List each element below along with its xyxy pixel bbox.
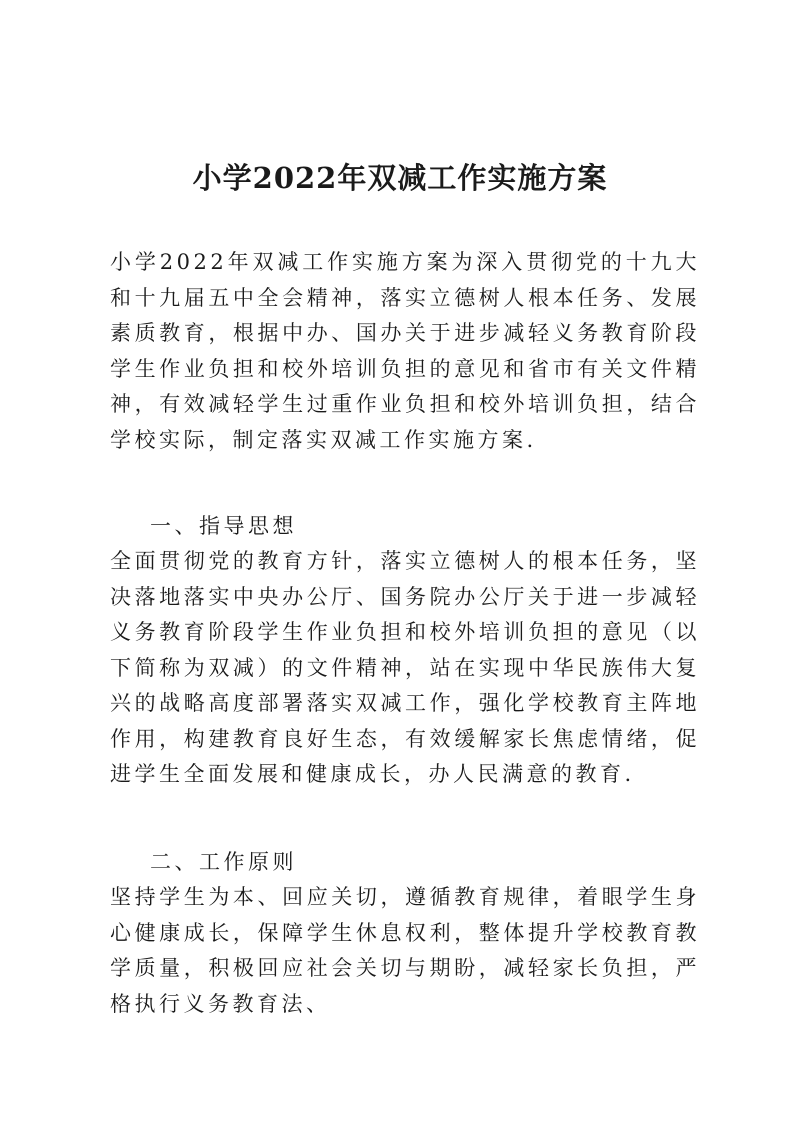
section-heading-work-principles: 二、工作原则 [150, 850, 297, 874]
section-heading-guiding-ideology: 一、指导思想 [150, 514, 297, 538]
section-body-guiding-ideology: 全面贯彻党的教育方针，落实立德树人的根本任务，坚决落地落实中央办公厅、国务院办公厅关于进一步减轻义务教育阶段学生作业负担和校外培训负担的意见（以下简称为双减）的文件精神，站在实现中华民族伟大复兴的战略高度部署落实双减工作，强化学校教育主阵地作用，构建教育良好生态，有效缓解家长焦虑情绪，促进学生全面发展和健康成长，办人民满意的教育. [110, 549, 700, 786]
document-title: 小学2022年双减工作实施方案 [192, 161, 608, 195]
intro-paragraph: 小学2022年双减工作实施方案为深入贯彻党的十九大和十九届五中全会精神，落实立德树人根本任务、发展素质教育，根据中办、国办关于进步减轻义务教育阶段学生作业负担和校外培训负担的意见和省市有关文件精神，有效减轻学生过重作业负担和校外培训负担，结合学校实际，制定落实双减工作实施方案. [110, 250, 700, 452]
section-body-work-principles: 坚持学生为本、回应关切，遵循教育规律，着眼学生身心健康成长，保障学生休息权利，整体提升学校教育教学质量，积极回应社会关切与期盼，减轻家长负担，严格执行义务教育法、 [110, 885, 700, 1016]
